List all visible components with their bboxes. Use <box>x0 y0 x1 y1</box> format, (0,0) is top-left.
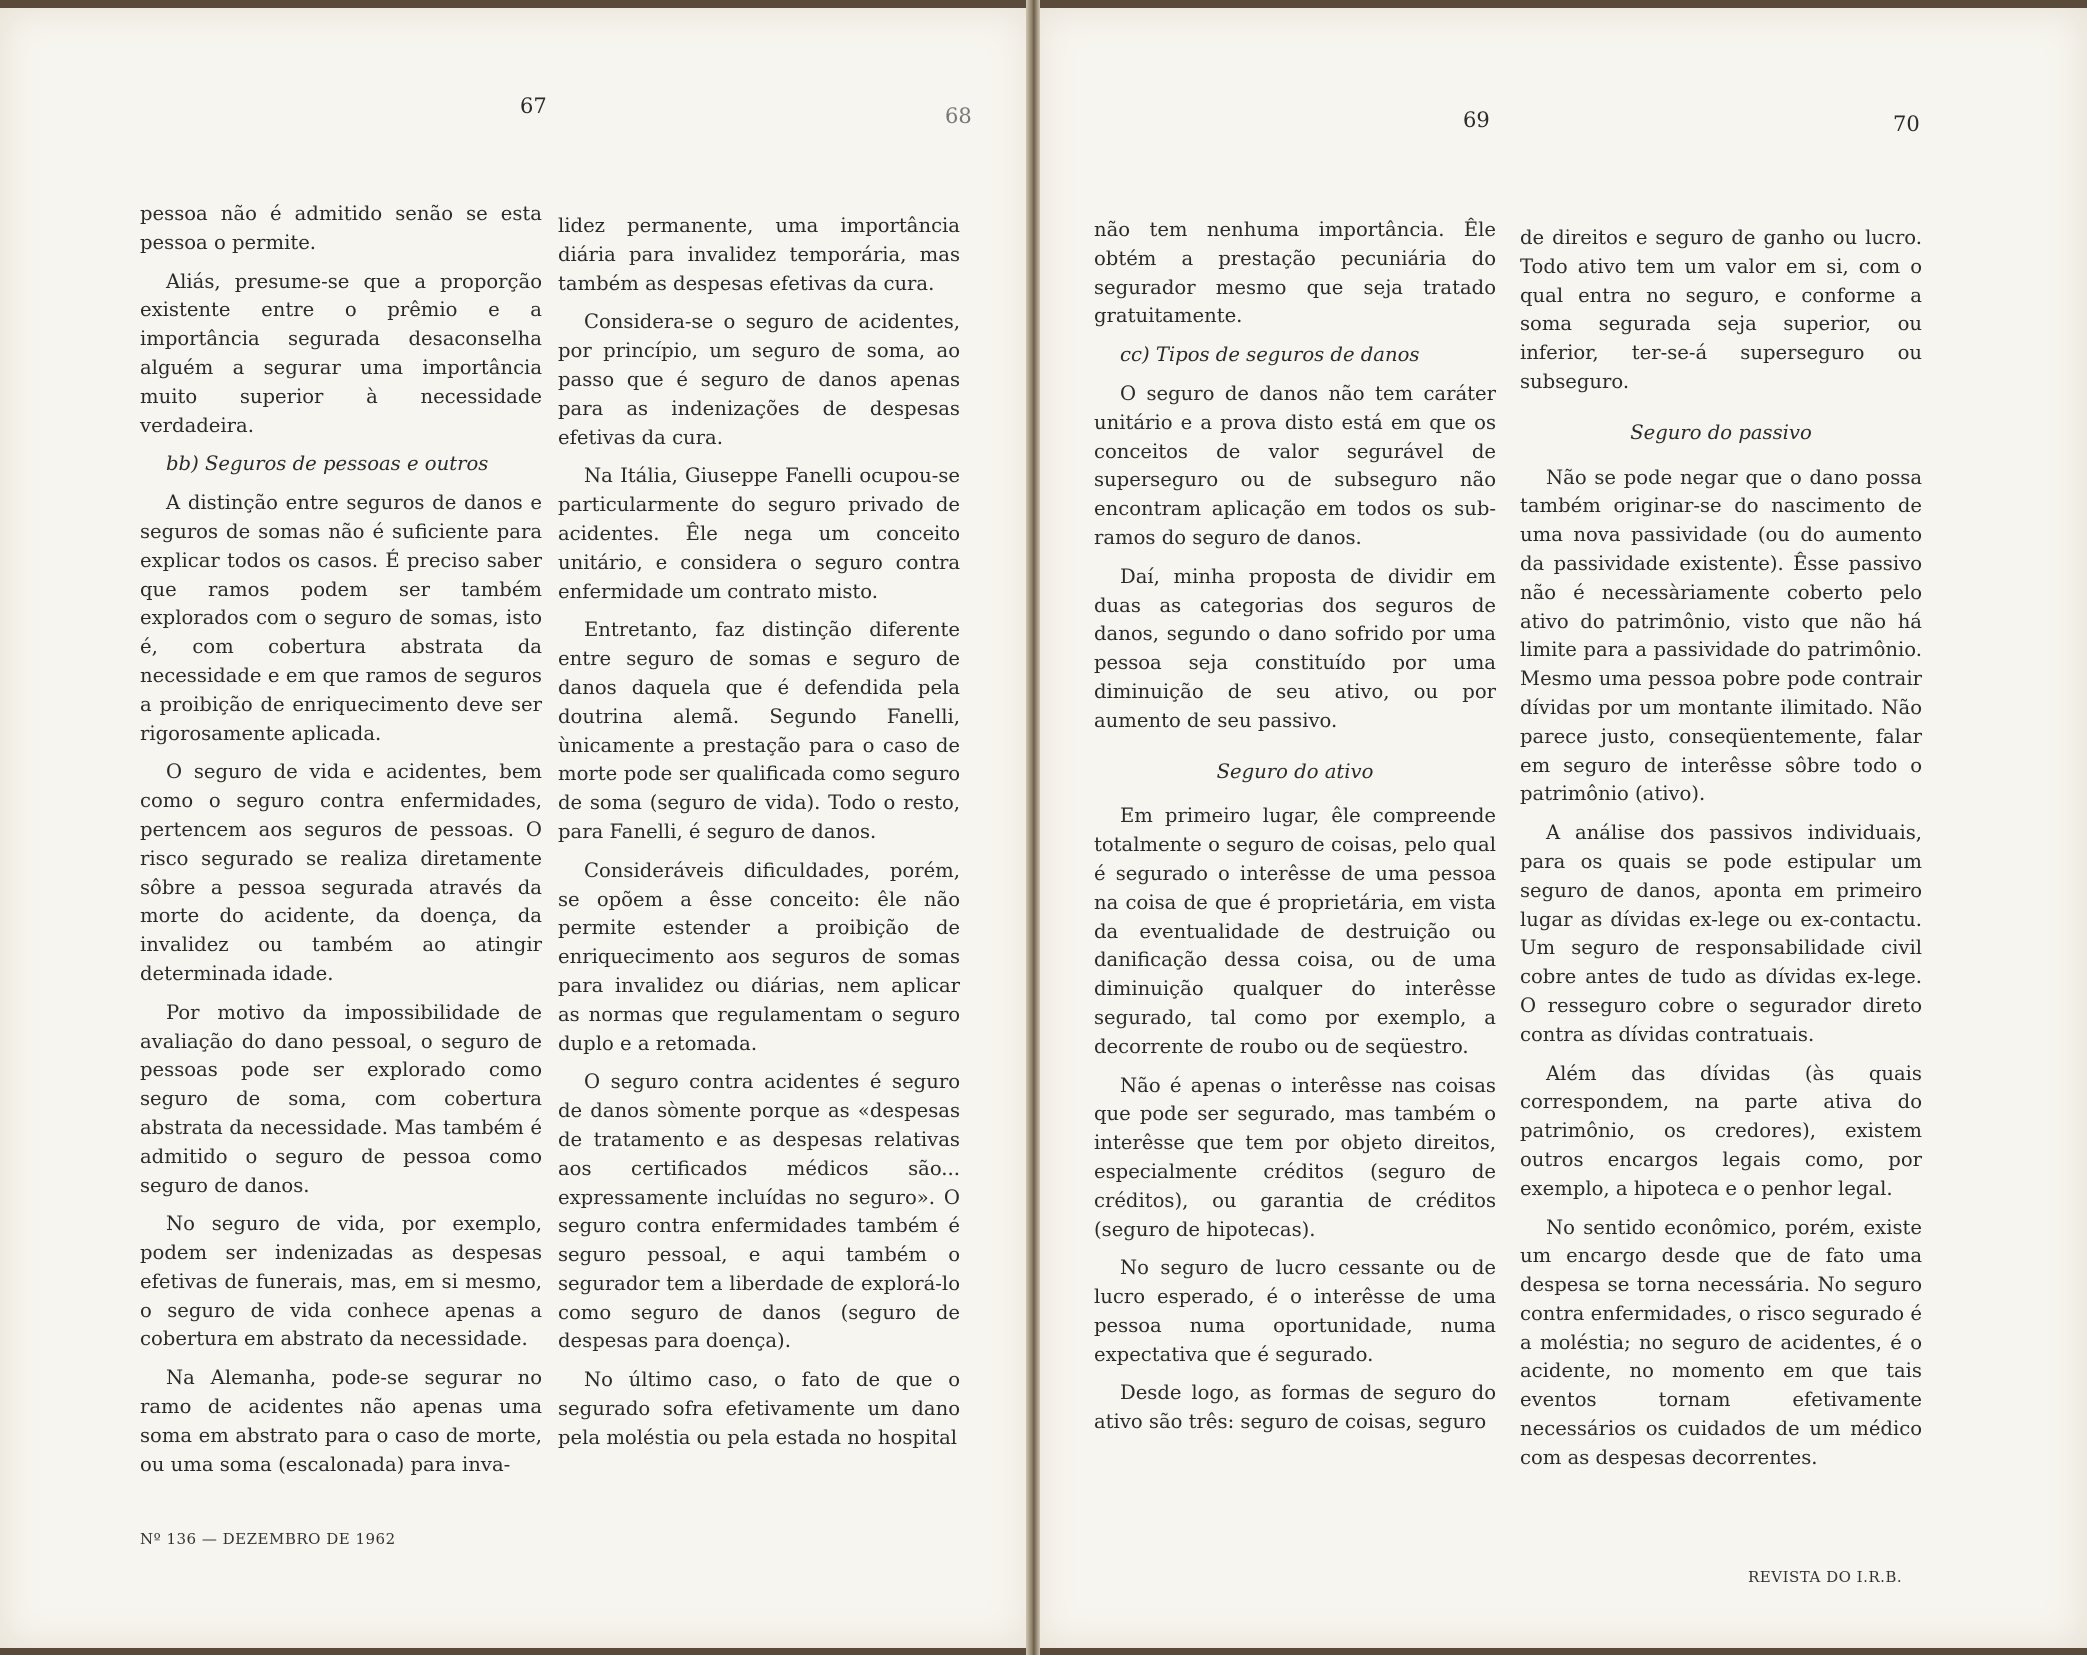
page-number-70: 70 <box>1893 112 1920 136</box>
paragraph: O seguro contra acidentes é seguro de danos sòmente porque as «despesas de tratamento e as despesas relativas aos certificados médicos são... expressamente incluídas no seguro». O seguro contra enfermidades também é seguro pessoal, e aqui também o segurador tem a liberdade de explorá-lo como seguro de danos (seguro de despesas para doença). <box>558 1070 960 1353</box>
paragraph: Na Itália, Giuseppe Fanelli ocupou-se particularmente do seguro privado de acidentes. Êle nega um conceito unitário, e considera o seguro contra enfermidade um contrato misto. <box>558 464 960 603</box>
paragraph: No sentido econômico, porém, existe um encargo desde que de fato uma despesa se torna necessária. No seguro contra enfermidades, o risco segurado é a moléstia; no seguro de acidentes, é o acidente, no momento em que tais eventos tornam efetivamente necessários os cuidados de um médico com as despesas decorrentes. <box>1520 1215 1922 1469</box>
paragraph: Entretanto, faz distinção diferente entre seguro de somas e seguro de danos daquela que é defendida pela doutrina alemã. Segundo Fanelli, ùnicamente a prestação para o caso de morte pode ser qualificada como seguro de soma (seguro de vida). Todo o resto, para Fanelli, é seguro de danos. <box>558 618 960 843</box>
section-heading: cc) Tipos de seguros de danos <box>1120 343 1420 367</box>
paragraph: Não é apenas o interêsse nas coisas que pode ser segurado, mas também o interêsse que tem por objeto direitos, especialmente créditos (seguro de créditos), ou garantia de créditos (seguro de hipotecas). <box>1094 1073 1496 1241</box>
paragraph: No último caso, o fato de que o segurado sofra efetivamente um dano pela moléstia ou pela estada no hospital <box>558 1368 960 1449</box>
paragraph: Não se pode negar que o dano possa também originar-se do nascimento de uma nova passividade (ou do aumento da passividade existente). Êsse passivo não é necessàriamente coberto pelo ativo do patrimônio, visto que não há limite para a passividade do patrimônio. Mesmo uma pessoa pobre pode contrair dívidas por um montante ilimitado. Não parece justo, conseqüentemente, falar em seguro de interêsse sôbre todo o patrimônio (ativo). <box>1520 465 1922 806</box>
page-number-67: 67 <box>520 94 547 118</box>
paragraph: A análise dos passivos individuais, para os quais se pode estipular um seguro de danos, aponta em primeiro lugar as dívidas ex-lege ou ex-contactu. Um seguro de responsabilidade civil cobre antes de tudo as dívidas ex-lege. O resseguro cobre o segurador direto contra as dívidas contratuais. <box>1520 821 1922 1046</box>
paragraph: O seguro de danos não tem caráter unitário e a prova disto está em que os conceitos de valor segurável de superseguro ou de subseguro não encontram aplicação em todos os sub-ramos do seguro de danos. <box>1094 381 1496 549</box>
paragraph: No seguro de vida, por exemplo, podem ser indenizadas as despesas efetivas de funerais, mas, em si mesmo, o seguro de vida conhece apenas a cobertura em abstrato da necessidade. <box>140 1212 542 1351</box>
page-67-column <box>140 200 542 1489</box>
paragraph: lidez permanente, uma importância diária para invalidez temporária, mas também as despesas efetivas da cura. <box>558 214 960 295</box>
paragraph: O seguro de vida e acidentes, bem como o seguro contra enfermidades, pertencem aos seguros de pessoas. O risco segurado se realiza diretamente sôbre a pessoa segurada através da morte do acidente, da doença, da invalidez ou também ao atingir determinada idade. <box>140 760 542 985</box>
paragraph: Consideráveis dificuldades, porém, se opõem a êsse conceito: êle não permite estender a proibição de enriquecimento aos seguros de somas para invalidez ou diárias, nem aplicar as normas que regulamentam o seguro duplo e a retomada. <box>558 858 960 1055</box>
paragraph: não tem nenhuma importância. Êle obtém a prestação pecuniária do segurador mesmo que seja tratado gratuitamente. <box>1094 218 1496 328</box>
paragraph: A distinção entre seguros de danos e seguros de somas não é suficiente para explicar todos os casos. É preciso saber que ramos podem ser também explorados com o seguro de somas, isto é, com cobertura abstrata da necessidade e em que ramos de seguros a proibição de enriquecimento deve ser rigorosamente aplicada. <box>140 491 542 745</box>
footer-issue-date: Nº 136 — DEZEMBRO DE 1962 <box>140 1530 396 1548</box>
paragraph: pessoa não é admitido senão se esta pessoa o permite. <box>140 202 542 254</box>
paragraph: Em primeiro lugar, êle compreende totalmente o seguro de coisas, pelo qual é segurado o interêsse de uma pessoa na coisa de que é proprietária, em vista da eventualidade de destruição ou danificação dessa coisa, ou de uma diminuição qualquer do interêsse segurado, tal como por exemplo, a decorrente de roubo ou de seqüestro. <box>1094 804 1496 1058</box>
paragraph: de direitos e seguro de ganho ou lucro. Todo ativo tem um valor em si, com o qual entra no seguro, e conforme a soma segurada seja superior, ou inferior, ter-se-á superseguro ou subseguro. <box>1520 226 1922 393</box>
footer-journal-name: REVISTA DO I.R.B. <box>1748 1568 1903 1586</box>
section-heading: bb) Seguros de pessoas e outros <box>166 452 489 476</box>
page-number-68: 68 <box>945 104 972 128</box>
page-number-69: 69 <box>1463 108 1490 132</box>
paragraph: Desde logo, as formas de seguro do ativo são três: seguro de coisas, seguro <box>1094 1381 1496 1434</box>
paragraph: Aliás, presume-se que a proporção existente entre o prêmio e a importância segurada desaconselha alguém a segurar uma importância muito superior à necessidade verdadeira. <box>140 269 542 437</box>
page-69-column <box>1094 216 1496 1447</box>
section-heading: Seguro do ativo <box>1216 759 1374 783</box>
paragraph: Além das dívidas (às quais correspondem, na parte ativa do patrimônio, os credores), existem outros encargos legais como, por exemplo, a hipoteca e o penhor legal. <box>1520 1061 1922 1200</box>
paragraph: Daí, minha proposta de dividir em duas as categorias dos seguros de danos, segundo o dano sofrido por uma pessoa seja constituído por uma diminuição de seu ativo, ou por aumento de seu passivo. <box>1094 564 1496 732</box>
paragraph: Na Alemanha, pode-se segurar no ramo de acidentes não apenas uma soma em abstrato para o caso de morte, ou uma soma (escalonada) para inva- <box>140 1366 542 1476</box>
page-68-column <box>558 212 960 1463</box>
page-70-column <box>1520 224 1922 1483</box>
paragraph: No seguro de lucro cessante ou de lucro esperado, é o interêsse de uma pessoa numa oportunidade, numa expectativa que é segurado. <box>1094 1256 1496 1366</box>
paragraph: Considera-se o seguro de acidentes, por princípio, um seguro de soma, ao passo que é seguro de danos apenas para as indenizações de despesas efetivas da cura. <box>558 310 960 449</box>
paragraph: Por motivo da impossibilidade de avaliação do dano pessoal, o seguro de pessoas pode ser explorado como seguro de soma, com cobertura abstrata da necessidade. Mas também é admitido o seguro de pessoa como seguro de danos. <box>140 1000 542 1197</box>
section-heading: Seguro do passivo <box>1630 420 1812 444</box>
binding-gutter <box>1026 0 1040 1655</box>
